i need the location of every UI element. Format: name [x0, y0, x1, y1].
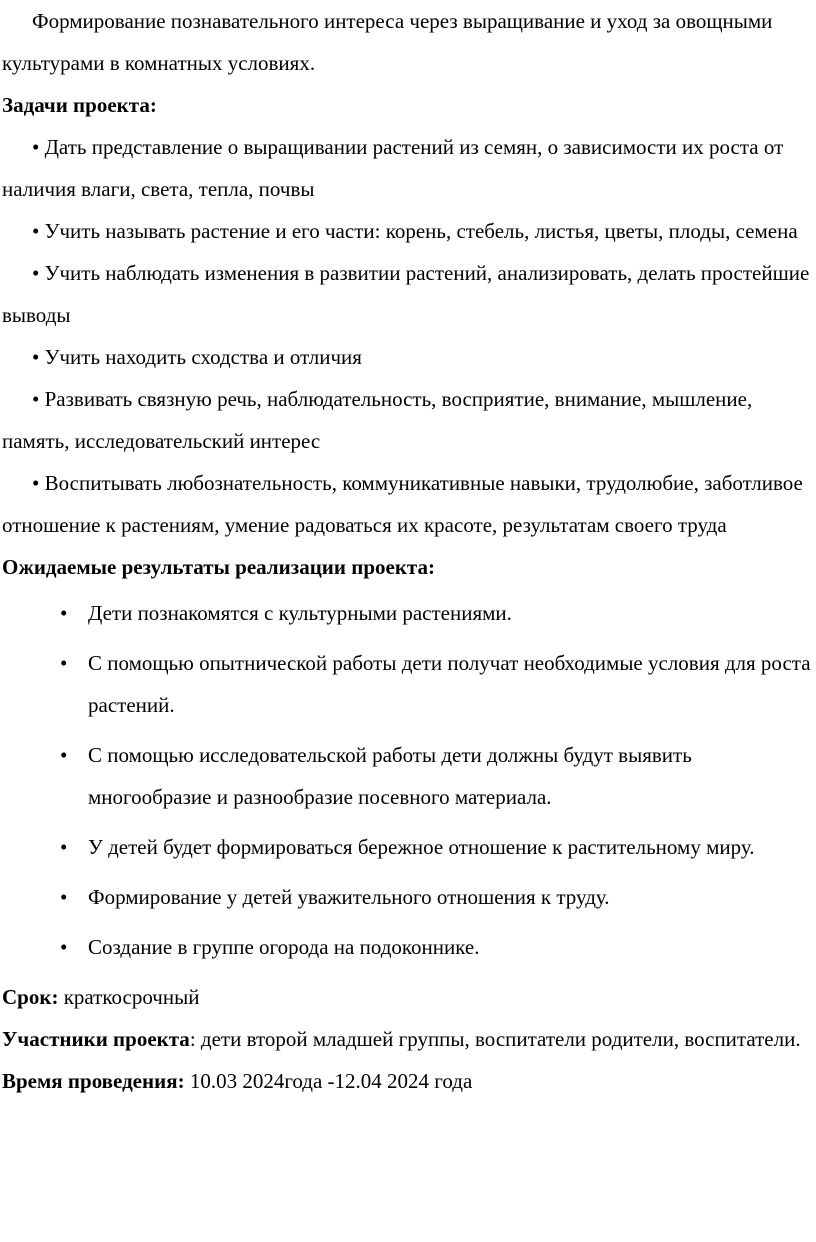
task-item: • Учить наблюдать изменения в развитии растений, анализировать, делать простейшие выводы	[2, 261, 810, 327]
participants-label: Участники проекта	[2, 1027, 190, 1051]
period-label: Время проведения:	[2, 1069, 185, 1093]
results-list	[2, 592, 812, 968]
result-item-text: Формирование у детей уважительного отношения к труду.	[88, 885, 610, 909]
result-item	[2, 826, 812, 868]
project-goal-text: Формирование познавательного интереса через выращивание и уход за овощными культурами в комнатных условиях.	[2, 9, 773, 75]
result-item	[2, 734, 812, 818]
bullet-icon: •	[60, 743, 68, 767]
participants-line	[2, 1018, 812, 1060]
result-item-text: У детей будет формироваться бережное отношение к растительному миру.	[88, 835, 755, 859]
task-item: • Учить называть растение и его части: корень, стебель, листья, цветы, плоды, семена	[32, 219, 798, 243]
tasks-list	[2, 126, 812, 546]
task-item: • Дать представление о выращивании растений из семян, о зависимости их роста от наличия влаги, света, тепла, почвы	[2, 135, 784, 201]
bullet-icon: •	[60, 651, 68, 675]
bullet-icon: •	[60, 835, 68, 859]
term-label: Срок:	[2, 985, 59, 1009]
term-value: краткосрочный	[58, 985, 200, 1009]
result-item-text: С помощью исследовательской работы дети должны будут выявить многообразие и разнообразие посевного материала.	[88, 743, 692, 809]
result-item	[2, 642, 812, 726]
result-item-text: Дети познакомятся с культурными растениями.	[88, 601, 512, 625]
result-item-text: С помощью опытнической работы дети получат необходимые условия для роста растений.	[88, 651, 811, 717]
task-item: • Воспитывать любознательность, коммуникативные навыки, трудолюбие, заботливое отношение к растениям, умение радоваться их красоте, результатам своего труда	[2, 471, 803, 537]
result-item	[2, 926, 812, 968]
period-line	[2, 1060, 812, 1102]
bullet-icon: •	[60, 885, 68, 909]
results-heading: Ожидаемые результаты реализации проекта:	[2, 555, 436, 579]
result-item	[2, 876, 812, 918]
result-item	[2, 592, 812, 634]
task-item: • Учить находить сходства и отличия	[32, 345, 362, 369]
bullet-icon: •	[60, 601, 68, 625]
bullet-icon: •	[60, 935, 68, 959]
tasks-heading: Задачи проекта:	[2, 93, 157, 117]
period-value: 10.03 2024года -12.04 2024 года	[184, 1069, 473, 1093]
participants-value: : дети второй младшей группы, воспитатели родители, воспитатели.	[189, 1027, 801, 1051]
task-item: • Развивать связную речь, наблюдательность, восприятие, внимание, мышление, память, исследовательский интерес	[2, 387, 753, 453]
term-line	[2, 976, 812, 1018]
result-item-text: Создание в группе огорода на подоконнике.	[88, 935, 480, 959]
